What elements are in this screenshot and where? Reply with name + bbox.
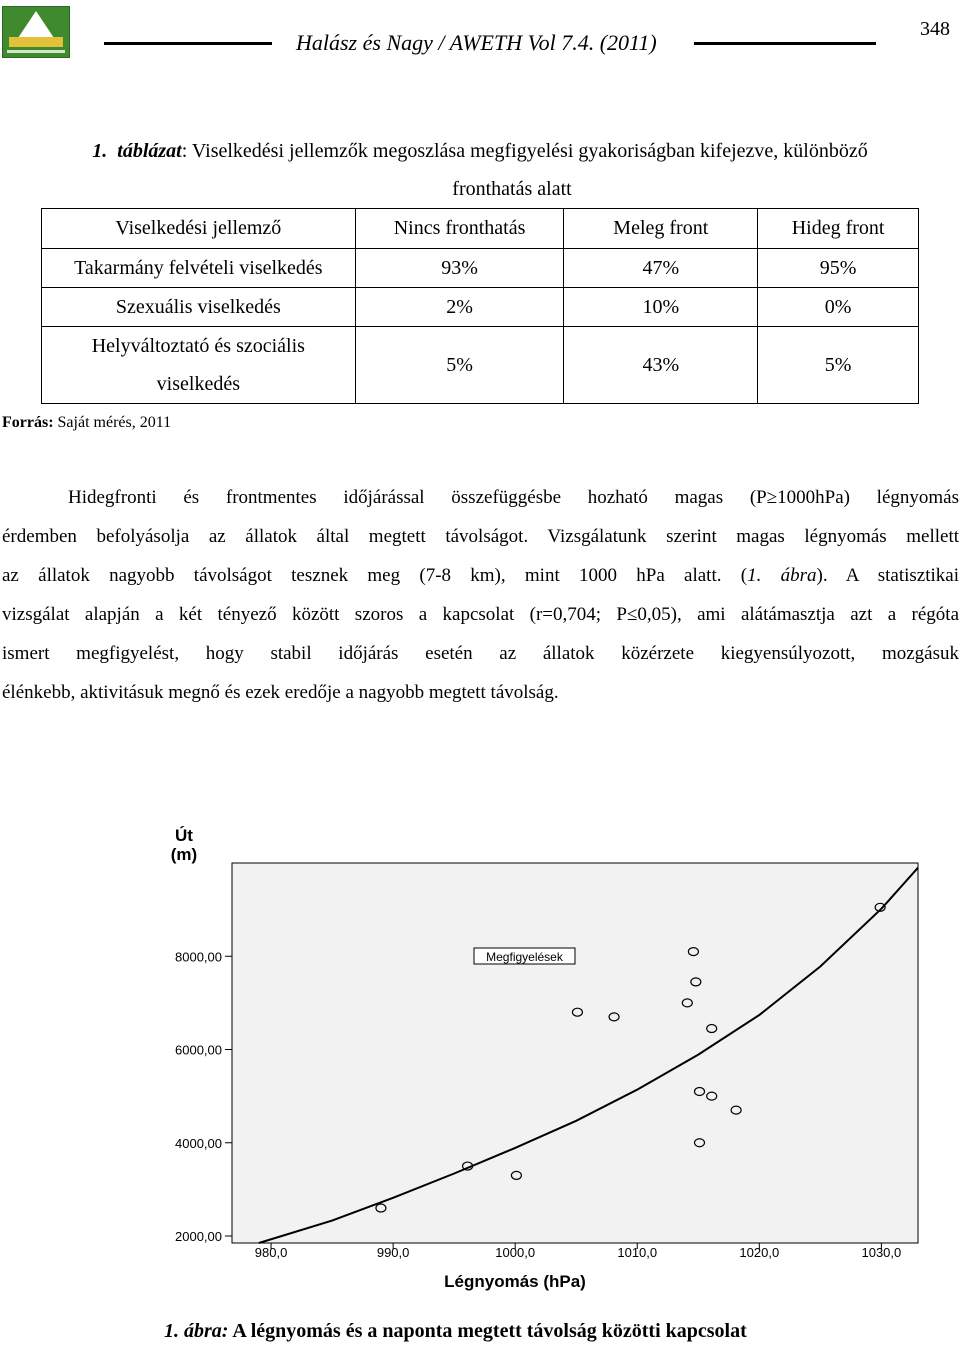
x-tick-label: 1020,0 (739, 1245, 780, 1260)
body-paragraph (2, 478, 959, 712)
table-cell-line: Helyváltoztató és szociális (91, 335, 305, 357)
table-caption (0, 132, 960, 171)
paragraph-line: ismert megfigyelést, hogy stabil időjárás esetén az állatok közérzete kiegyensúlyozott, mozgásuk (2, 643, 959, 664)
table-header-row (42, 209, 919, 249)
source-label: Forrás: (2, 414, 54, 431)
y-tick-label: 8000,00 (175, 949, 222, 965)
figure-caption (164, 1320, 747, 1343)
figure-caption-text: A légnyomás és a naponta megtett távolság közötti kapcsolat (228, 1320, 747, 1342)
y-axis-ticks (175, 949, 232, 1244)
paragraph-line-text: az állatok nagyobb távolságot tesznek meg (7-8 km), mint 1000 hPa alatt. ( (2, 565, 748, 586)
table-header-cell: Viselkedési jellemző (42, 209, 356, 249)
page-number: 348 (920, 18, 950, 40)
journal-logo (2, 6, 70, 58)
paragraph-line: vizsgálat alapján a két tényező között szoros a kapcsolat (r=0,704; P≤0,05), ami alátámasztja azt a régóta (2, 604, 959, 625)
table-cell-line: viselkedés (156, 373, 240, 395)
table-cell: 5% (758, 327, 919, 404)
x-tick-label: 1010,0 (617, 1245, 658, 1260)
table-header-cell: Meleg front (564, 209, 758, 249)
paragraph-line: érdemben befolyásolja az állatok által megtett távolságot. Vizsgálatunk szerint magas légnyomás mellett (2, 526, 959, 547)
legend-label: Megfigyelések (486, 950, 563, 964)
table-cell: 10% (564, 288, 758, 327)
table-caption-line2: fronthatás alatt (452, 178, 572, 200)
source-text: Saját mérés, 2011 (53, 414, 172, 431)
table-row (42, 249, 919, 288)
table-row (42, 327, 919, 404)
behaviour-table (41, 208, 919, 404)
table-cell: 0% (758, 288, 919, 327)
table-caption-text: : Viselkedési jellemzők megoszlása megfigyelési gyakoriságban kifejezve, különböző (181, 140, 868, 162)
paragraph-line-tail: ). A statisztikai (816, 565, 959, 586)
figure-ref: 1. ábra (747, 565, 817, 586)
y-tick-label: 4000,00 (175, 1135, 222, 1151)
table-cell (42, 327, 356, 404)
y-tick-label: 2000,00 (175, 1229, 222, 1245)
legend (474, 948, 575, 964)
figure-caption-label: 1. ábra: (164, 1320, 229, 1342)
table-source (2, 414, 171, 432)
y-axis-label-line1: Út (175, 826, 193, 845)
table-cell: 2% (355, 288, 564, 327)
scatter-chart (0, 800, 960, 1310)
table-header-cell: Nincs fronthatás (355, 209, 564, 249)
table-cell: 95% (758, 249, 919, 288)
table-row (42, 288, 919, 327)
x-axis-label: Légnyomás (hPa) (444, 1272, 586, 1291)
paragraph-line (2, 556, 959, 595)
table-cell: Takarmány felvételi viselkedés (42, 249, 356, 288)
x-tick-label: 1030,0 (861, 1245, 902, 1260)
table-cell: 43% (564, 327, 758, 404)
x-axis-ticks (255, 1243, 901, 1260)
table-cell: 5% (355, 327, 564, 404)
table-cell: 47% (564, 249, 758, 288)
table-caption-label: táblázat (117, 140, 182, 162)
x-tick-label: 980,0 (254, 1245, 288, 1260)
paragraph-line: élénkebb, aktivitásuk megnő és ezek eredője a nagyobb megtett távolság. (2, 682, 559, 703)
header-rule-right (694, 42, 876, 45)
table-caption-number: 1. (92, 140, 108, 162)
table-cell: Szexuális viselkedés (42, 288, 356, 327)
x-tick-label: 990,0 (376, 1245, 410, 1260)
plot-area (232, 863, 918, 1243)
header-rule-left (104, 42, 272, 45)
y-axis-label-line2: (m) (170, 845, 198, 864)
table-header-cell: Hideg front (758, 209, 919, 249)
paragraph-line: Hidegfronti és frontmentes időjárással összefüggésbe hozható magas (P≥1000hPa) légnyomás (68, 487, 959, 508)
journal-title: Halász és Nagy / AWETH Vol 7.4. (2011) (296, 30, 657, 55)
table-cell: 93% (355, 249, 564, 288)
y-tick-label: 6000,00 (175, 1042, 222, 1058)
x-tick-label: 1000,0 (495, 1245, 536, 1260)
logo-band (9, 37, 63, 47)
logo-strip (7, 50, 65, 53)
